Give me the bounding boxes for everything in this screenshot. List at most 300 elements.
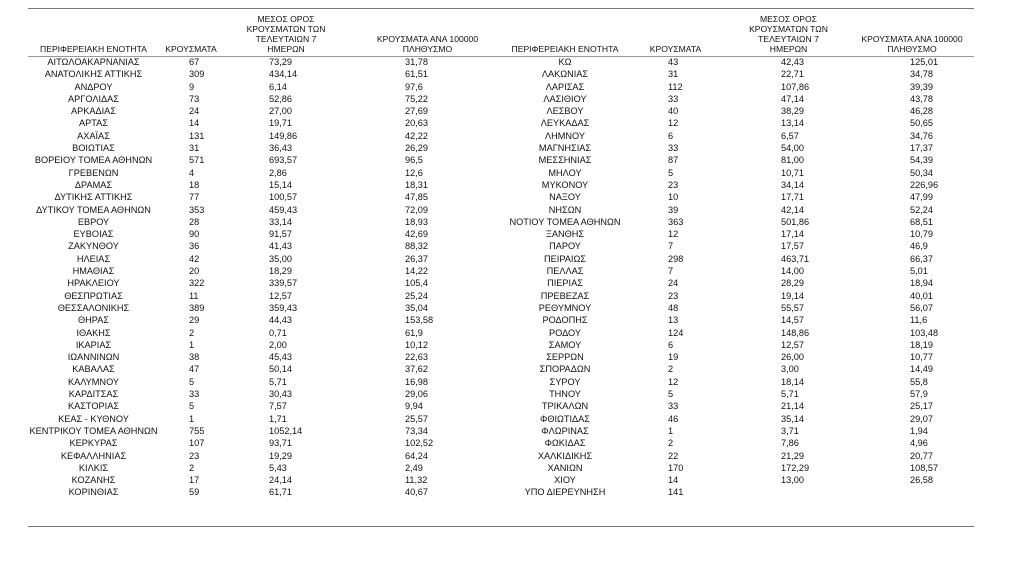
left-per100k-cell: 9,94 (405, 401, 423, 412)
left-region-cell: ΗΜΑΘΙΑΣ (72, 266, 115, 277)
right-per100k-cell: 10,77 (910, 352, 933, 363)
right-per100k-cell: 39,39 (910, 81, 933, 92)
left-per100k-cell: 72,09 (405, 204, 428, 215)
right-region-cell: ΣΠΟΡΑΔΩΝ (539, 364, 591, 375)
left-region-cell: ΚΑΒΑΛΑΣ (72, 364, 115, 375)
left-avg7-cell: 91,57 (269, 229, 292, 240)
right-avg7-cell: 21,29 (781, 450, 804, 461)
left-cases-cell: 2 (189, 327, 195, 338)
right-region-cell: ΠΙΕΡΙΑΣ (547, 278, 583, 289)
left-avg7-cell: 434,14 (269, 69, 298, 80)
right-cases-cell: 31 (668, 69, 679, 80)
right-region-cell: ΧΑΛΚΙΔΙΚΗΣ (537, 450, 593, 461)
left-avg7-cell: 30,43 (269, 389, 292, 400)
right-region-cell: ΛΗΜΝΟΥ (544, 130, 586, 141)
right-per100k-cell: 68,51 (910, 216, 933, 227)
left-cases-cell: 131 (189, 130, 205, 141)
right-avg7-cell: 42,14 (781, 204, 804, 215)
left-avg7-cell: 41,43 (269, 241, 292, 252)
right-avg7-cell: 19,14 (781, 290, 804, 301)
right-cases-cell: 14 (668, 475, 679, 486)
header-avg7-left: ΜΕΣΟΣ ΟΡΟΣ ΚΡΟΥΣΜΑΤΩΝ ΤΩΝ ΤΕΛΕΥΤΑΙΩΝ 7 ΗΜΕΡΩΝ (246, 14, 326, 54)
right-cases-cell: 33 (668, 401, 679, 412)
table-row (28, 130, 974, 142)
right-avg7-cell: 5,71 (781, 389, 799, 400)
table-row (28, 388, 974, 400)
right-per100k-cell: 4,96 (910, 438, 928, 449)
header-avg7-right: ΜΕΣΟΣ ΟΡΟΣ ΚΡΟΥΣΜΑΤΩΝ ΤΩΝ ΤΕΛΕΥΤΑΙΩΝ 7 ΗΜΕΡΩΝ (749, 14, 828, 54)
left-cases-cell: 571 (189, 155, 205, 166)
cases-table (28, 9, 974, 499)
right-per100k-cell: 1,94 (910, 425, 928, 436)
right-avg7-cell: 47,14 (781, 93, 804, 104)
right-avg7-cell: 7,86 (781, 438, 799, 449)
left-avg7-cell: 27,00 (269, 106, 292, 117)
left-region-cell: ΓΡΕΒΕΝΩΝ (68, 167, 119, 178)
left-per100k-cell: 37,62 (405, 364, 428, 375)
right-per100k-cell: 25,17 (910, 401, 933, 412)
left-cases-cell: 17 (189, 475, 200, 486)
table-row (28, 240, 974, 252)
right-avg7-cell: 6,57 (781, 130, 799, 141)
left-cases-cell: 38 (189, 352, 200, 363)
left-cases-cell: 11 (189, 290, 199, 301)
right-per100k-cell: 29,07 (910, 413, 933, 424)
table-row (28, 81, 974, 93)
left-region-cell: ΚΕΡΚΥΡΑΣ (69, 438, 118, 449)
left-avg7-cell: 35,00 (269, 253, 292, 264)
left-cases-cell: 755 (189, 425, 205, 436)
left-avg7-cell: 61,71 (269, 487, 292, 498)
left-region-cell: ΚΑΣΤΟΡΙΑΣ (67, 401, 119, 412)
table-row (28, 450, 974, 462)
left-per100k-cell: 42,22 (405, 130, 428, 141)
left-cases-cell: 5 (189, 401, 195, 412)
right-avg7-cell: 17,57 (781, 241, 804, 252)
right-region-cell: ΜΑΓΝΗΣΙΑΣ (538, 143, 592, 154)
right-region-cell: ΧΙΟΥ (554, 475, 576, 486)
table-row (28, 179, 974, 191)
left-avg7-cell: 36,43 (269, 143, 292, 154)
left-avg7-cell: 45,43 (269, 352, 292, 363)
left-region-cell: ΘΕΣΠΡΩΤΙΑΣ (64, 290, 123, 301)
table-row (28, 216, 974, 228)
right-region-cell: ΛΕΣΒΟΥ (546, 106, 584, 117)
left-per100k-cell: 88,32 (405, 241, 428, 252)
table-row (28, 376, 974, 388)
right-avg7-cell: 55,57 (781, 302, 804, 313)
right-region-cell: ΤΗΝΟΥ (549, 389, 581, 400)
right-cases-cell: 5 (668, 167, 674, 178)
left-cases-cell: 322 (189, 278, 205, 289)
table-row (28, 117, 974, 129)
left-cases-cell: 2 (189, 462, 195, 473)
table-row (28, 154, 974, 166)
right-cases-cell: 40 (668, 106, 679, 117)
right-avg7-cell: 12,57 (781, 339, 804, 350)
right-cases-cell: 12 (668, 229, 679, 240)
left-region-cell: ΘΕΣΣΑΛΟΝΙΚΗΣ (57, 302, 130, 313)
left-avg7-cell: 6,14 (269, 81, 287, 92)
left-per100k-cell: 42,69 (405, 229, 428, 240)
left-cases-cell: 59 (189, 487, 200, 498)
left-region-cell: ΑΙΤΩΛΟΑΚΑΡΝΑΝΙΑΣ (47, 57, 140, 67)
right-cases-cell: 87 (668, 155, 679, 166)
table-row (28, 191, 974, 203)
right-region-cell: ΣΥΡΟΥ (549, 376, 581, 387)
left-cases-cell: 33 (189, 389, 200, 400)
right-cases-cell: 2 (668, 364, 674, 375)
right-cases-cell: 43 (668, 57, 679, 67)
left-per100k-cell: 20,63 (405, 118, 428, 129)
right-per100k-cell: 50,34 (910, 167, 933, 178)
table-row (28, 327, 974, 339)
left-region-cell: ΑΧΑΪΑΣ (77, 130, 110, 141)
table-row (28, 253, 974, 265)
left-region-cell: ΚΟΖΑΝΗΣ (71, 475, 116, 486)
right-avg7-cell: 172,29 (781, 462, 810, 473)
right-per100k-cell: 46,28 (910, 106, 933, 117)
header-region-left: ΠΕΡΙΦΕΡΕΙΑΚΗ ΕΝΟΤΗΤΑ (40, 44, 147, 54)
right-avg7-cell: 148,86 (781, 327, 810, 338)
left-per100k-cell: 26,29 (405, 143, 428, 154)
right-cases-cell: 48 (668, 302, 679, 313)
left-region-cell: ΖΑΚΥΝΘΟΥ (68, 241, 119, 252)
left-per100k-cell: 22,63 (405, 352, 428, 363)
left-per100k-cell: 14,22 (405, 266, 428, 277)
left-region-cell: ΗΡΑΚΛΕΙΟΥ (67, 278, 120, 289)
left-avg7-cell: 100,57 (269, 192, 298, 203)
right-per100k-cell: 108,57 (910, 462, 939, 473)
left-cases-cell: 42 (189, 253, 200, 264)
left-per100k-cell: 64,24 (405, 450, 428, 461)
left-per100k-cell: 61,9 (405, 327, 423, 338)
right-cases-cell: 141 (668, 487, 684, 498)
left-per100k-cell: 27,69 (405, 106, 428, 117)
left-region-cell: ΚΕΦΑΛΛΗΝΙΑΣ (60, 450, 127, 461)
table-row (28, 437, 974, 449)
left-region-cell: ΑΝΔΡΟΥ (74, 81, 113, 92)
left-cases-cell: 29 (189, 315, 200, 326)
left-region-cell: ΚΙΛΚΙΣ (78, 462, 109, 473)
right-avg7-cell: 21,14 (781, 401, 804, 412)
left-region-cell: ΚΕΑΣ - ΚΥΘΝΟΥ (58, 413, 129, 424)
right-region-cell: ΜΥΚΟΝΟΥ (541, 179, 589, 190)
right-per100k-cell: 17,37 (910, 143, 933, 154)
right-region-cell: ΛΑΚΩΝΙΑΣ (541, 69, 589, 80)
right-region-cell: ΦΩΚΙΔΑΣ (544, 438, 586, 449)
left-region-cell: ΔΥΤΙΚΟΥ ΤΟΜΕΑ ΑΘΗΝΩΝ (36, 204, 151, 215)
right-region-cell: ΝΑΞΟΥ (549, 192, 581, 203)
right-cases-cell: 23 (668, 179, 679, 190)
right-region-cell: ΝΗΣΩΝ (548, 204, 582, 215)
table-row (28, 363, 974, 375)
left-region-cell: ΚΕΝΤΡΙΚΟΥ ΤΟΜΕΑ ΑΘΗΝΩΝ (29, 425, 158, 436)
header-row (28, 9, 974, 56)
right-per100k-cell: 5,01 (910, 266, 928, 277)
left-avg7-cell: 1052,14 (269, 425, 303, 436)
left-cases-cell: 24 (189, 106, 200, 117)
left-cases-cell: 23 (189, 450, 200, 461)
left-per100k-cell: 18,93 (405, 216, 428, 227)
right-cases-cell: 6 (668, 339, 674, 350)
left-avg7-cell: 33,14 (269, 216, 292, 227)
right-avg7-cell: 81,00 (781, 155, 804, 166)
right-per100k-cell: 55,8 (910, 376, 928, 387)
right-per100k-cell: 18,94 (910, 278, 933, 289)
table-row (28, 339, 974, 351)
right-avg7-cell: 463,71 (781, 253, 810, 264)
right-region-cell: ΦΘΙΩΤΙΔΑΣ (539, 413, 590, 424)
header-per100k-right: ΚΡΟΥΣΜΑΤΑ ΑΝΑ 100000 ΠΛΗΘΥΣΜΟ (861, 34, 963, 54)
left-per100k-cell: 26,37 (405, 253, 428, 264)
table-row (28, 105, 974, 117)
left-region-cell: ΚΟΡΙΝΘΙΑΣ (68, 487, 119, 498)
left-avg7-cell: 0,71 (269, 327, 287, 338)
table-row (28, 486, 974, 498)
right-avg7-cell: 34,14 (781, 179, 804, 190)
left-region-cell: ΘΗΡΑΣ (77, 315, 110, 326)
header-cases-right: ΚΡΟΥΣΜΑΤΑ (649, 44, 702, 54)
left-region-cell: ΔΡΑΜΑΣ (74, 179, 113, 190)
table-row (28, 302, 974, 314)
left-per100k-cell: 96,5 (405, 155, 423, 166)
left-cases-cell: 107 (189, 438, 205, 449)
right-region-cell: ΠΑΡΟΥ (549, 241, 581, 252)
left-region-cell: ΔΥΤΙΚΗΣ ΑΤΤΙΚΗΣ (54, 192, 133, 203)
left-cases-cell: 5 (189, 376, 195, 387)
left-avg7-cell: 5,71 (269, 376, 287, 387)
left-avg7-cell: 459,43 (269, 204, 298, 215)
left-cases-cell: 1 (189, 413, 195, 424)
left-per100k-cell: 47,85 (405, 192, 428, 203)
table-row (28, 56, 974, 68)
left-avg7-cell: 19,71 (269, 118, 292, 129)
right-avg7-cell: 14,57 (781, 315, 804, 326)
table-row (28, 400, 974, 412)
right-per100k-cell: 10,79 (910, 229, 933, 240)
table-row (28, 68, 974, 80)
right-per100k-cell: 50,65 (910, 118, 933, 129)
right-cases-cell: 23 (668, 290, 679, 301)
table-row (28, 93, 974, 105)
left-cases-cell: 77 (189, 192, 200, 203)
right-per100k-cell: 57,9 (910, 389, 928, 400)
right-per100k-cell: 11,6 (910, 315, 928, 326)
left-per100k-cell: 153,58 (405, 315, 434, 326)
left-avg7-cell: 93,71 (269, 438, 292, 449)
right-avg7-cell: 13,14 (781, 118, 804, 129)
right-per100k-cell: 52,24 (910, 204, 933, 215)
header-cases-left: ΚΡΟΥΣΜΑΤΑ (165, 44, 217, 54)
left-per100k-cell: 73,34 (405, 425, 428, 436)
table-body (28, 56, 974, 499)
left-per100k-cell: 31,78 (405, 57, 428, 67)
right-avg7-cell: 22,71 (781, 69, 804, 80)
left-avg7-cell: 693,57 (269, 155, 298, 166)
left-region-cell: ΙΚΑΡΙΑΣ (75, 339, 112, 350)
right-cases-cell: 5 (668, 389, 674, 400)
right-region-cell: ΡΟΔΟΠΗΣ (542, 315, 588, 326)
left-region-cell: ΚΑΡΔΙΤΣΑΣ (68, 389, 119, 400)
right-cases-cell: 7 (668, 241, 674, 252)
left-avg7-cell: 50,14 (269, 364, 292, 375)
table-row (28, 351, 974, 363)
header-region-right: ΠΕΡΙΦΕΡΕΙΑΚΗ ΕΝΟΤΗΤΑ (511, 44, 619, 54)
right-region-cell: ΛΕΥΚΑΔΑΣ (540, 118, 590, 129)
left-region-cell: ΑΝΑΤΟΛΙΚΗΣ ΑΤΤΙΚΗΣ (44, 69, 143, 80)
right-per100k-cell: 125,01 (910, 57, 939, 67)
right-avg7-cell: 42,43 (781, 57, 804, 67)
left-avg7-cell: 15,14 (269, 179, 292, 190)
table-row (28, 425, 974, 437)
table-row (28, 167, 974, 179)
left-avg7-cell: 73,29 (269, 57, 292, 67)
left-avg7-cell: 2,00 (269, 339, 287, 350)
left-region-cell: ΚΑΛΥΜΝΟΥ (67, 376, 120, 387)
table-row (28, 413, 974, 425)
left-region-cell: ΑΡΤΑΣ (79, 118, 108, 129)
right-cases-cell: 46 (668, 413, 679, 424)
left-region-cell: ΒΟΙΩΤΙΑΣ (72, 143, 115, 154)
right-cases-cell: 2 (668, 438, 674, 449)
left-per100k-cell: 102,52 (405, 438, 434, 449)
right-per100k-cell: 34,78 (910, 69, 933, 80)
right-region-cell: ΧΑΝΙΩΝ (547, 462, 583, 473)
right-region-cell: ΠΕΙΡΑΙΩΣ (544, 253, 586, 264)
right-region-cell: ΣΕΡΡΩΝ (546, 352, 584, 363)
right-per100k-cell: 47,99 (910, 192, 933, 203)
left-cases-cell: 73 (189, 93, 200, 104)
right-per100k-cell: 54,39 (910, 155, 933, 166)
left-cases-cell: 36 (189, 241, 200, 252)
right-region-cell: ΠΕΛΛΑΣ (546, 266, 584, 277)
table-row (28, 228, 974, 240)
right-region-cell: ΝΟΤΙΟΥ ΤΟΜΕΑ ΑΘΗΝΩΝ (509, 216, 621, 227)
right-per100k-cell: 103,48 (910, 327, 939, 338)
right-cases-cell: 19 (668, 352, 679, 363)
right-cases-cell: 112 (668, 81, 683, 92)
right-cases-cell: 10 (668, 192, 679, 203)
left-per100k-cell: 40,67 (405, 487, 428, 498)
left-per100k-cell: 105,4 (405, 278, 428, 289)
table-row (28, 462, 974, 474)
left-cases-cell: 389 (189, 302, 205, 313)
right-cases-cell: 124 (668, 327, 684, 338)
right-avg7-cell: 17,14 (781, 229, 804, 240)
right-avg7-cell: 3,00 (781, 364, 799, 375)
right-cases-cell: 33 (668, 93, 679, 104)
right-region-cell: ΠΡΕΒΕΖΑΣ (540, 290, 590, 301)
left-per100k-cell: 75,22 (405, 93, 428, 104)
left-avg7-cell: 1,71 (269, 413, 287, 424)
table-row (28, 265, 974, 277)
bottom-rule (28, 526, 974, 527)
right-region-cell: ΡΕΘΥΜΝΟΥ (538, 302, 592, 313)
left-per100k-cell: 18,31 (405, 179, 428, 190)
left-region-cell: ΕΒΡΟΥ (77, 216, 110, 227)
right-region-cell: ΜΕΣΣΗΝΙΑΣ (538, 155, 592, 166)
right-cases-cell: 1 (668, 425, 674, 436)
left-cases-cell: 20 (189, 266, 200, 277)
left-cases-cell: 309 (189, 69, 205, 80)
right-avg7-cell: 501,86 (781, 216, 810, 227)
left-per100k-cell: 11,32 (405, 475, 428, 486)
right-avg7-cell: 18,14 (781, 376, 804, 387)
left-avg7-cell: 52,86 (269, 93, 292, 104)
right-avg7-cell: 35,14 (781, 413, 804, 424)
table-row (28, 142, 974, 154)
left-avg7-cell: 12,57 (269, 290, 292, 301)
left-avg7-cell: 18,29 (269, 266, 292, 277)
right-region-cell: ΞΑΝΘΗΣ (545, 229, 585, 240)
header-per100k-left: ΚΡΟΥΣΜΑΤΑ ΑΝΑ 100000 ΠΛΗΘΥΣΜΟ (376, 34, 479, 54)
right-per100k-cell: 26,58 (910, 475, 933, 486)
right-cases-cell: 6 (668, 130, 674, 141)
right-avg7-cell: 28,29 (781, 278, 804, 289)
right-per100k-cell: 34,76 (910, 130, 933, 141)
left-avg7-cell: 24,14 (269, 475, 292, 486)
right-per100k-cell: 226,96 (910, 179, 939, 190)
left-cases-cell: 14 (189, 118, 200, 129)
right-per100k-cell: 20,77 (910, 450, 933, 461)
table-row (28, 277, 974, 289)
left-cases-cell: 90 (189, 229, 200, 240)
right-per100k-cell: 56,07 (910, 302, 933, 313)
left-per100k-cell: 2,49 (405, 462, 423, 473)
right-avg7-cell: 3,71 (781, 425, 799, 436)
right-per100k-cell: 46,9 (910, 241, 928, 252)
left-avg7-cell: 7,57 (269, 401, 287, 412)
right-region-cell: ΤΡΙΚΑΛΩΝ (541, 401, 589, 412)
left-cases-cell: 31 (189, 143, 200, 154)
left-cases-cell: 353 (189, 204, 205, 215)
left-cases-cell: 9 (189, 81, 195, 92)
right-per100k-cell: 43,78 (910, 93, 933, 104)
right-avg7-cell: 54,00 (781, 143, 804, 154)
right-cases-cell: 22 (668, 450, 679, 461)
right-region-cell: ΜΗΛΟΥ (548, 167, 582, 178)
right-cases-cell: 363 (668, 216, 684, 227)
left-region-cell: ΗΛΕΙΑΣ (76, 253, 111, 264)
right-cases-cell: 298 (668, 253, 684, 264)
table-row (28, 204, 974, 216)
right-per100k-cell: 14,49 (910, 364, 933, 375)
right-per100k-cell: 66,37 (910, 253, 933, 264)
right-avg7-cell: 26,00 (781, 352, 804, 363)
left-per100k-cell: 97,6 (405, 81, 423, 92)
right-avg7-cell: 10,71 (781, 167, 804, 178)
left-avg7-cell: 19,29 (269, 450, 292, 461)
right-per100k-cell (850, 486, 974, 498)
table-row (28, 290, 974, 302)
right-avg7-cell: 13,00 (781, 475, 804, 486)
right-cases-cell: 12 (668, 376, 679, 387)
table-row (28, 314, 974, 326)
right-avg7-cell (727, 486, 850, 498)
left-per100k-cell: 25,24 (405, 290, 428, 301)
left-cases-cell: 47 (189, 364, 200, 375)
right-avg7-cell: 38,29 (781, 106, 804, 117)
right-region-cell: ΡΟΔΟΥ (548, 327, 581, 338)
left-per100k-cell: 12,6 (405, 167, 423, 178)
left-per100k-cell: 16,98 (405, 376, 428, 387)
right-region-cell: ΚΩ (558, 57, 572, 67)
right-cases-cell: 170 (668, 462, 684, 473)
left-cases-cell: 4 (189, 167, 195, 178)
left-region-cell: ΕΥΒΟΙΑΣ (73, 229, 114, 240)
left-per100k-cell: 25,57 (405, 413, 428, 424)
